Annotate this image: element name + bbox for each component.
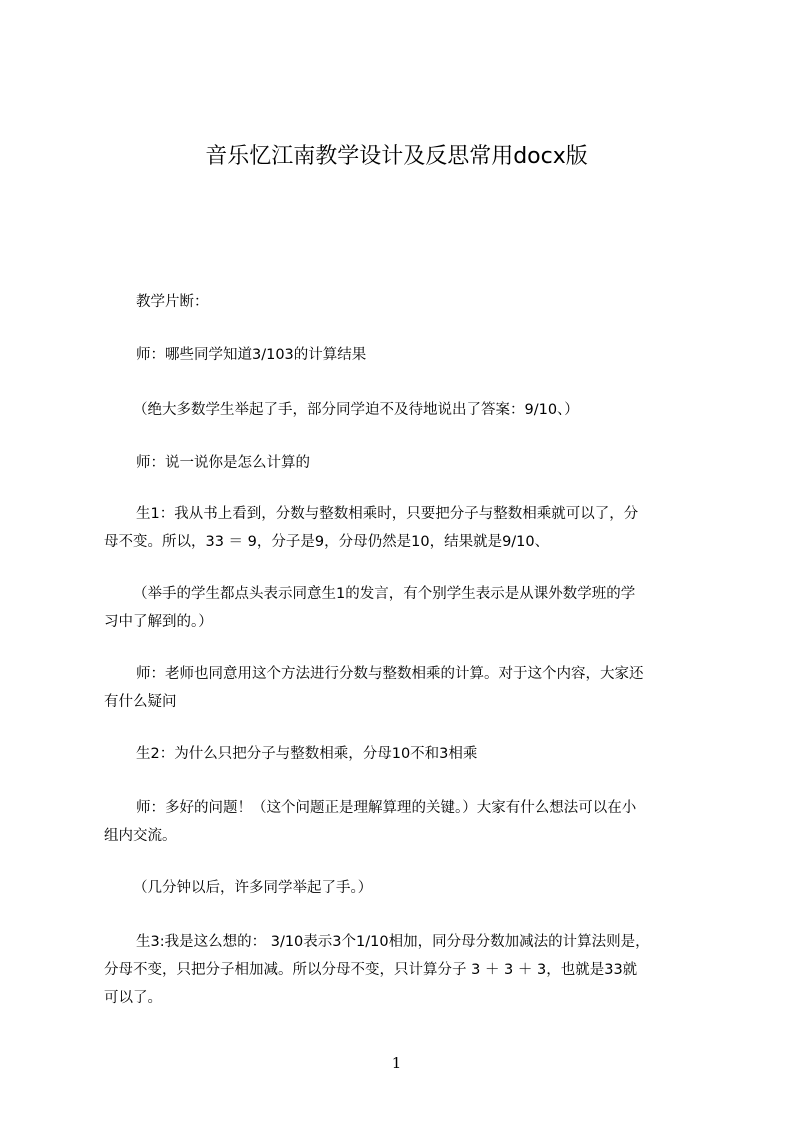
text-line: 生2：为什么只把分子与整数相乘，分母10不和3相乘 bbox=[136, 746, 478, 762]
text-line: 师：多好的问题！（这个问题正是理解算理的关键。）大家有什么想法可以在小 bbox=[136, 800, 637, 816]
text-line: 师：说一说你是怎么计算的 bbox=[136, 455, 310, 471]
document-title: 音乐忆江南教学设计及反思常用docx版 bbox=[205, 144, 588, 169]
text-line: 组内交流。 bbox=[104, 828, 177, 844]
text-line: 师：哪些同学知道3/103的计算结果 bbox=[136, 347, 367, 363]
text-line: 习中了解到的。） bbox=[104, 614, 213, 630]
text-line: （几分钟以后，许多同学举起了手。） bbox=[133, 880, 373, 896]
text-line: （绝大多数学生举起了手，部分同学迫不及待地说出了答案：9/10、） bbox=[133, 402, 579, 418]
text-line: 可以了。 bbox=[104, 990, 162, 1006]
text-line: 教学片断： bbox=[136, 294, 209, 310]
text-line: （举手的学生都点头表示同意生1的发言，有个别学生表示是从课外数学班的学 bbox=[133, 586, 636, 602]
text-line: 分母不变，只把分子相加减。所以分母不变，只计算分子 3 ＋ 3 ＋ 3，也就是33就 bbox=[104, 962, 638, 978]
text-line: 有什么疑问 bbox=[104, 694, 177, 710]
text-line: 师：老师也同意用这个方法进行分数与整数相乘的计算。对于这个内容，大家还 bbox=[136, 666, 644, 682]
text-line: 母不变。所以，33 ＝ 9，分子是9，分母仍然是10，结果就是9/10、 bbox=[104, 534, 550, 550]
text-line: 生3:我是这么想的： 3/10表示3个1/10相加，同分母分数加减法的计算法则是， bbox=[136, 934, 650, 950]
page-number: 1 bbox=[391, 1054, 402, 1072]
text-line: 生1：我从书上看到，分数与整数相乘时，只要把分子与整数相乘就可以了，分 bbox=[136, 506, 639, 522]
